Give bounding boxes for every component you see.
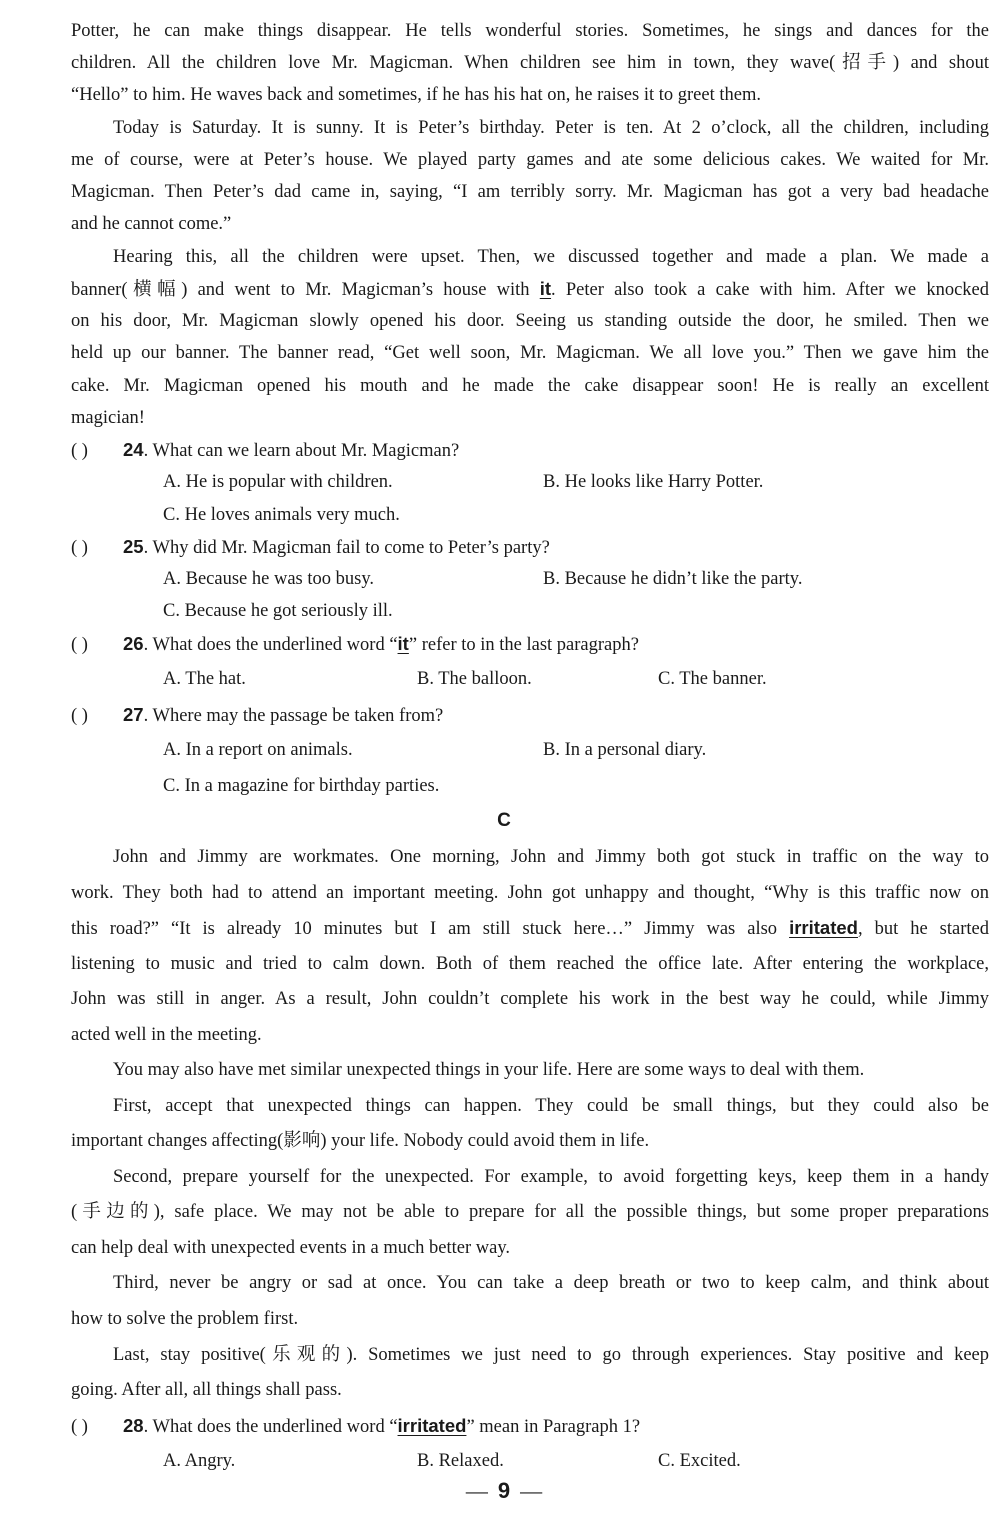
option-a: A. He is popular with children. [163,472,393,492]
question-28: ( ) 28. What does the underlined word “irritated” mean in Paragraph 1? [71,1415,641,1437]
passage-line: children. All the children love Mr. Magicman. When children see him in town, they wave(招手) and shout [71,53,989,73]
passage-line: and he cannot come.” [71,214,232,234]
passage-line: John was still in anger. As a result, John couldn’t complete his work in the best way he could, while Jimmy [71,989,989,1009]
passage-line: this road?” “It is already 10 minutes but I am still stuck here…” Jimmy was also irritated, but he started [71,917,989,939]
option-c: C. Excited. [658,1451,741,1471]
passage-line: work. They both had to attend an important meeting. John got unhappy and thought, “Why is this traffic now on [71,883,989,903]
passage-line: Magicman. Then Peter’s dad came in, saying, “I am terribly sorry. Mr. Magicman has got a very bad headache [71,182,989,202]
passage-line: listening to music and tried to calm down. Both of them reached the office late. After entering the workplace, [71,954,989,974]
option-a: A. The hat. [163,669,246,689]
question-24: ( ) 24. What can we learn about Mr. Magicman? [71,439,460,461]
passage-line: important changes affecting(影响) your life. Nobody could avoid them in life. [71,1131,650,1151]
section-heading: C [497,810,511,831]
option-a: A. Because he was too busy. [163,569,374,589]
answer-blank[interactable]: ( ) [71,441,88,461]
passage-line: Hearing this, all the children were upset. Then, we discussed together and made a plan. We made a [113,247,989,267]
answer-blank[interactable]: ( ) [71,1417,88,1437]
passage-line: Last, stay positive(乐观的). Sometimes we just need to go through experiences. Stay positive and keep [113,1345,989,1365]
passage-line: Second, prepare yourself for the unexpected. For example, to avoid forgetting keys, keep them in a handy [113,1167,989,1187]
option-c: C. Because he got seriously ill. [163,601,393,621]
option-b: B. Relaxed. [417,1451,504,1471]
answer-blank[interactable]: ( ) [71,635,88,655]
option-b: B. Because he didn’t like the party. [543,569,803,589]
passage-line: held up our banner. The banner read, “Get well soon, Mr. Magicman. We all love you.” Then we gave him the [71,343,989,363]
underlined-word-it: it [397,633,409,654]
option-b: B. He looks like Harry Potter. [543,472,764,492]
passage-line: banner(横幅) and went to Mr. Magicman’s house with it. Peter also took a cake with him. After we knocked [71,278,989,300]
passage-line: can help deal with unexpected events in a much better way. [71,1238,511,1258]
answer-blank[interactable]: ( ) [71,538,88,558]
option-c: C. The banner. [658,669,767,689]
passage-line: cake. Mr. Magicman opened his mouth and he made the cake disappear soon! He is really an excellent [71,376,989,396]
answer-blank[interactable]: ( ) [71,706,88,726]
passage-line: going. After all, all things shall pass. [71,1380,342,1400]
option-b: B. In a personal diary. [543,740,707,760]
underlined-word-irritated: irritated [789,917,858,938]
passage-line: Today is Saturday. It is sunny. It is Peter’s birthday. Peter is ten. At 2 o’clock, all the children, including [113,118,989,138]
option-a: A. Angry. [163,1451,236,1471]
passage-line: You may also have met similar unexpected things in your life. Here are some ways to deal with them. [113,1060,865,1080]
passage-line: acted well in the meeting. [71,1025,262,1045]
option-c: C. In a magazine for birthday parties. [163,776,440,796]
underlined-word-it: it [539,278,552,299]
page-number: — 9 — [465,1478,543,1503]
passage-line: “Hello” to him. He waves back and sometimes, if he has his hat on, he raises it to greet them. [71,85,761,105]
option-b: B. The balloon. [417,669,532,689]
passage-line: John and Jimmy are workmates. One morning, John and Jimmy both got stuck in traffic on the way to [113,847,989,867]
passage-line: on his door, Mr. Magicman slowly opened his door. Seeing us standing outside the door, he smiled. Then we [71,311,989,331]
passage-line: how to solve the problem first. [71,1309,299,1329]
passage-line: (手边的), safe place. We may not be able to prepare for all the possible things, but some proper preparations [71,1202,989,1222]
passage-line: Third, never be angry or sad at once. You can take a deep breath or two to keep calm, and think about [113,1273,989,1293]
option-a: A. In a report on animals. [163,740,353,760]
passage-line: First, accept that unexpected things can happen. They could be small things, but they could also be [113,1096,989,1116]
question-26: ( ) 26. What does the underlined word “it” refer to in the last paragraph? [71,633,639,655]
passage-line: me of course, were at Peter’s house. We played party games and ate some delicious cakes. We waited for Mr. [71,150,989,170]
option-c: C. He loves animals very much. [163,505,400,525]
passage-line: magician! [71,408,145,428]
underlined-word-irritated: irritated [397,1415,467,1436]
question-27: ( ) 27. Where may the passage be taken from? [71,704,444,726]
passage-line: Potter, he can make things disappear. He tells wonderful stories. Sometimes, he sings and dances for the [71,21,989,41]
question-25: ( ) 25. Why did Mr. Magicman fail to come to Peter’s party? [71,536,550,558]
